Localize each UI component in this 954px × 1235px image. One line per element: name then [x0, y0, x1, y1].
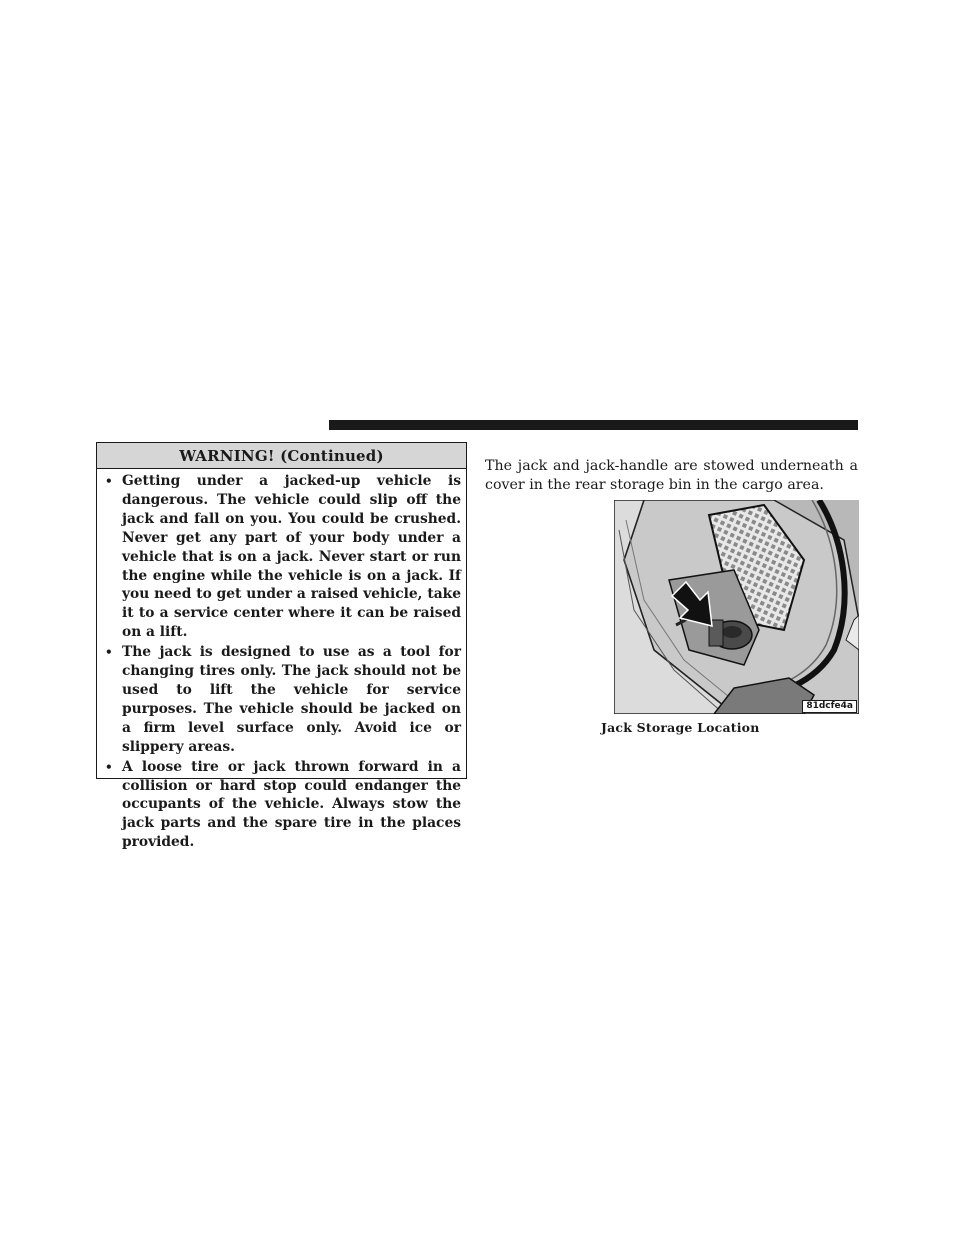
bullet-icon: • — [105, 645, 113, 660]
warning-item — [105, 472, 461, 642]
bullet-icon: • — [105, 759, 113, 774]
warning-list — [97, 469, 466, 852]
figure-caption: Jack Storage Location — [601, 720, 760, 735]
warning-item-text: Getting under a jacked-up vehicle is dangerous. The vehicle could slip off the jack and fall on you. You could be crushed. Never get any part of your body under a vehicle that is on a jack. Never start or run the engine while the vehicle is on a jack. If you need to get under a raised vehicle, take it to a service center where it can be raised on a lift. — [122, 473, 461, 641]
warning-box — [96, 442, 467, 851]
figure-id-label: 81dcfe4a — [802, 700, 857, 713]
warning-item — [105, 643, 461, 756]
warning-item-text: The jack is designed to use as a tool for changing tires only. The jack should not be used to lift the vehicle for service purposes. The vehicle should be jacked on a firm level surface only. Avoid ice or slippery areas. — [122, 644, 461, 755]
warning-item-text: A loose tire or jack thrown forward in a collision or hard stop could endanger the occupants of the vehicle. Always stow the jack parts and the spare tire in the places provided. — [122, 758, 461, 851]
jack-storage-illustration — [614, 500, 859, 714]
body-paragraph: The jack and jack-handle are stowed underneath a cover in the rear storage bin in the cargo area. — [485, 458, 858, 493]
warning-item — [105, 758, 461, 853]
cargo-area-drawing — [614, 500, 859, 714]
warning-title: WARNING! (Continued) — [97, 443, 466, 469]
section-header-bar — [329, 420, 858, 430]
bullet-icon: • — [105, 474, 113, 488]
